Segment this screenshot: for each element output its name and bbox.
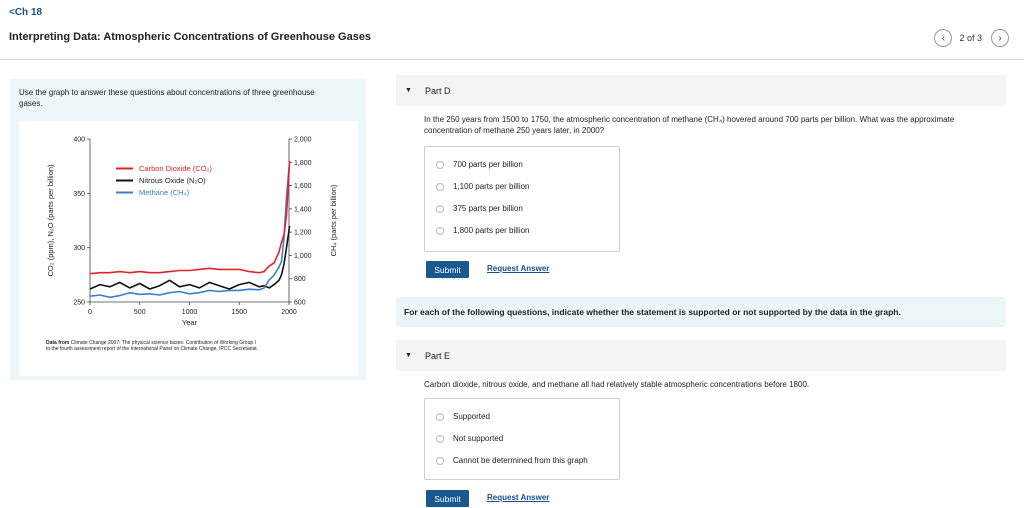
y-right-tick-label: 1,800: [294, 159, 312, 167]
y-right-tick-label: 800: [294, 276, 306, 284]
part-e-request-answer-link[interactable]: Request Answer: [487, 493, 550, 502]
y-left-tick-label: 350: [73, 190, 85, 198]
part-d-request-answer-link[interactable]: Request Answer: [487, 264, 550, 273]
pager: [934, 29, 1009, 47]
option-label: 1,100 parts per billion: [453, 182, 530, 191]
radio-icon[interactable]: [436, 183, 444, 191]
part-e-options: [424, 398, 620, 480]
page-count: 2 of 3: [959, 33, 982, 43]
part-d-submit-button[interactable]: Submit: [426, 261, 469, 278]
y-right-tick-label: 600: [294, 299, 306, 307]
page-title: Interpreting Data: Atmospheric Concentrations of Greenhouse Gases: [9, 31, 372, 43]
part-e-question: Carbon dioxide, nitrous oxide, and methane all had relatively stable atmospheric concentrations before 1800.: [424, 380, 810, 389]
part-e-option-1[interactable]: [436, 412, 490, 421]
part-d-header[interactable]: [396, 75, 1006, 106]
y-left-tick-label: 250: [73, 299, 85, 307]
y-right-tick-label: 1,600: [294, 183, 312, 191]
option-label: Supported: [453, 412, 490, 421]
part-d-options: [424, 146, 620, 252]
option-label: 375 parts per billion: [453, 204, 523, 213]
y-right-tick-label: 1,000: [294, 252, 312, 260]
part-d-label: Part D: [424, 85, 451, 96]
part-d-option-1[interactable]: [436, 160, 523, 169]
source-note-text: Climate Change 2007: The physical science bases: Contribution of Working Group I: [70, 340, 256, 346]
x-tick-label: 0: [88, 309, 92, 316]
graph-instructions: Use the graph to answer these questions about concentrations of three greenhouse gases.: [19, 88, 315, 108]
source-note-line-2: to the fourth assessment report of the International Panel on Climate Change, IPCC Secretariat.: [46, 346, 259, 352]
y-left-tick-label: 300: [73, 245, 85, 253]
option-label: 700 parts per billion: [453, 160, 523, 169]
y-right-axis-label: CH₄ (parts per billion): [329, 184, 338, 257]
collapse-triangle-icon: ▼: [405, 87, 412, 94]
legend-entry: Methane (CH₄): [139, 188, 190, 197]
y-right-tick-label: 1,200: [294, 229, 312, 237]
greenhouse-gas-chart: [19, 121, 358, 376]
radio-icon[interactable]: [436, 161, 444, 169]
supported-instruction: For each of the following questions, indicate whether the statement is supported or not supported by the data in the graph.: [396, 297, 1006, 327]
radio-icon[interactable]: [436, 227, 444, 235]
chart-container: [19, 121, 358, 376]
back-to-chapter-link[interactable]: <Ch 18: [9, 7, 43, 18]
y-right-tick-label: 1,400: [294, 206, 312, 214]
part-e-option-3[interactable]: [436, 456, 588, 465]
next-page-button[interactable]: [991, 29, 1009, 47]
part-d-option-2[interactable]: [436, 182, 530, 191]
source-note-bold: Data from: [46, 340, 71, 346]
chevron-right-icon: ›: [998, 32, 1002, 44]
chevron-left-icon: ‹: [941, 32, 946, 44]
part-d-option-3[interactable]: [436, 204, 523, 213]
header-divider: [0, 59, 1024, 60]
part-e-option-2[interactable]: [436, 434, 503, 443]
option-label: 1,800 parts per billion: [453, 226, 530, 235]
legend-entry: Nitrous Oxide (N₂O): [139, 176, 206, 185]
series-line-nitrous: [90, 226, 290, 289]
radio-icon[interactable]: [436, 457, 444, 465]
y-left-tick-label: 400: [73, 136, 85, 144]
option-label: Cannot be determined from this graph: [453, 456, 588, 465]
x-tick-label: 2000: [281, 309, 297, 316]
part-e-label: Part E: [424, 350, 450, 361]
legend-entry: Carbon Dioxide (CO₂): [139, 164, 212, 173]
x-tick-label: 500: [133, 309, 146, 316]
x-axis-label: Year: [181, 318, 198, 327]
x-tick-label: 1000: [181, 309, 198, 316]
part-d-option-4[interactable]: [436, 226, 530, 235]
x-tick-label: 1500: [231, 309, 248, 316]
radio-icon[interactable]: [436, 435, 444, 443]
collapse-triangle-icon: ▼: [405, 352, 412, 359]
graph-panel: [10, 79, 366, 380]
part-e-header[interactable]: [396, 340, 1006, 371]
option-label: Not supported: [453, 434, 504, 443]
part-d-question: In the 250 years from 1500 to 1750, the atmospheric concentration of methane (CH₄) hovered around 700 parts per billion. What was the approximate concentration of methane 250 years later, in 2000?: [424, 115, 955, 135]
radio-icon[interactable]: [436, 205, 444, 213]
y-left-axis-label: CO₂ (ppm), N₂O (parts per billion): [46, 164, 55, 277]
y-right-tick-label: 2,000: [294, 136, 312, 144]
previous-page-button[interactable]: [934, 29, 952, 47]
radio-icon[interactable]: [436, 413, 444, 421]
part-e-submit-button[interactable]: Submit: [426, 490, 469, 507]
